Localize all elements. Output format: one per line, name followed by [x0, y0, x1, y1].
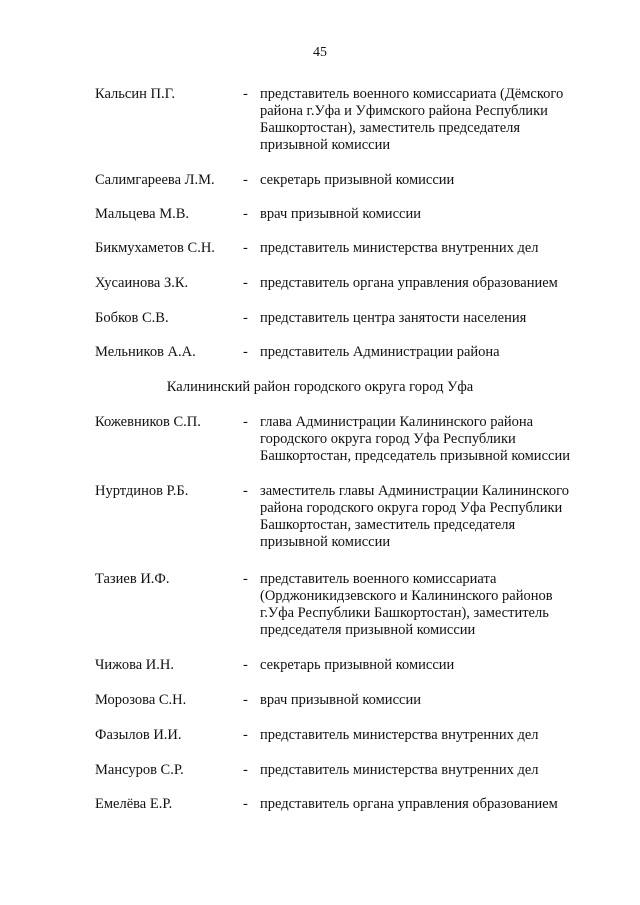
separator-dash: - [243, 657, 248, 673]
member-name: Тазиев И.Ф. [95, 571, 170, 587]
member-role [260, 310, 605, 327]
member-role [260, 483, 605, 551]
role-line: представитель органа управления образованием [260, 796, 558, 812]
role-line: (Орджоникидзевского и Калининского районов [260, 588, 553, 604]
member-name: Салимгареева Л.М. [95, 172, 215, 188]
member-role [260, 206, 605, 223]
role-line: г.Уфа Республики Башкортостан), заместитель [260, 605, 549, 621]
member-name: Нуртдинов Р.Б. [95, 483, 189, 499]
member-name: Емелёва Е.Р. [95, 796, 173, 812]
member-name: Бикмухаметов С.Н. [95, 240, 215, 256]
member-name: Мельников А.А. [95, 344, 196, 360]
role-line: представитель Администрации района [260, 344, 500, 360]
member-role [260, 86, 605, 154]
member-role [260, 172, 605, 189]
role-line: врач призывной комиссии [260, 206, 421, 222]
separator-dash: - [243, 310, 248, 326]
member-role [260, 240, 605, 257]
role-line: представитель органа управления образованием [260, 275, 558, 291]
separator-dash: - [243, 762, 248, 778]
member-role [260, 796, 605, 813]
role-line: представитель военного комиссариата [260, 571, 497, 587]
role-line: Башкортостан), заместитель председателя [260, 120, 521, 136]
member-name: Кальсин П.Г. [95, 86, 175, 102]
member-role [260, 344, 605, 361]
role-line: глава Администрации Калининского района [260, 414, 534, 430]
member-name: Фазылов И.И. [95, 727, 182, 743]
member-name: Бобков С.В. [95, 310, 169, 326]
member-role [260, 692, 605, 709]
role-line: района г.Уфа и Уфимского района Республики [260, 103, 548, 119]
member-role [260, 571, 605, 639]
role-line: городского округа город Уфа Республики [260, 431, 516, 447]
role-line: секретарь призывной комиссии [260, 657, 455, 673]
member-name: Хусаинова З.К. [95, 275, 189, 291]
separator-dash: - [243, 692, 248, 708]
member-role [260, 657, 605, 674]
role-line: Башкортостан, председатель призывной комиссии [260, 448, 570, 464]
role-line: представитель министерства внутренних дел [260, 762, 539, 778]
role-line: заместитель главы Администрации Калининского [260, 483, 570, 499]
role-line: представитель военного комиссариата (Дёмского [260, 86, 564, 102]
separator-dash: - [243, 206, 248, 222]
role-line: призывной комиссии [260, 137, 391, 153]
member-name: Мальцева М.В. [95, 206, 190, 222]
separator-dash: - [243, 483, 248, 499]
role-line: района городского округа город Уфа Республики [260, 500, 563, 516]
member-name: Морозова С.Н. [95, 692, 187, 708]
separator-dash: - [243, 240, 248, 256]
separator-dash: - [243, 86, 248, 102]
role-line: представитель центра занятости населения [260, 310, 527, 326]
separator-dash: - [243, 414, 248, 430]
separator-dash: - [243, 275, 248, 291]
separator-dash: - [243, 571, 248, 587]
member-name: Чижова И.Н. [95, 657, 174, 673]
member-role [260, 275, 605, 292]
member-name: Мансуров С.Р. [95, 762, 184, 778]
separator-dash: - [243, 344, 248, 360]
page-number: 45 [313, 45, 327, 60]
role-line: Башкортостан, заместитель председателя [260, 517, 516, 533]
section-heading: Калининский район городского округа город Уфа [166, 379, 474, 395]
separator-dash: - [243, 796, 248, 812]
role-line: председателя призывной комиссии [260, 622, 476, 638]
member-role [260, 414, 605, 465]
separator-dash: - [243, 727, 248, 743]
role-line: представитель министерства внутренних дел [260, 727, 539, 743]
role-line: врач призывной комиссии [260, 692, 421, 708]
role-line: секретарь призывной комиссии [260, 172, 455, 188]
member-name: Кожевников С.П. [95, 414, 201, 430]
role-line: призывной комиссии [260, 534, 391, 550]
member-role [260, 727, 605, 744]
member-role [260, 762, 605, 779]
role-line: представитель министерства внутренних дел [260, 240, 539, 256]
separator-dash: - [243, 172, 248, 188]
